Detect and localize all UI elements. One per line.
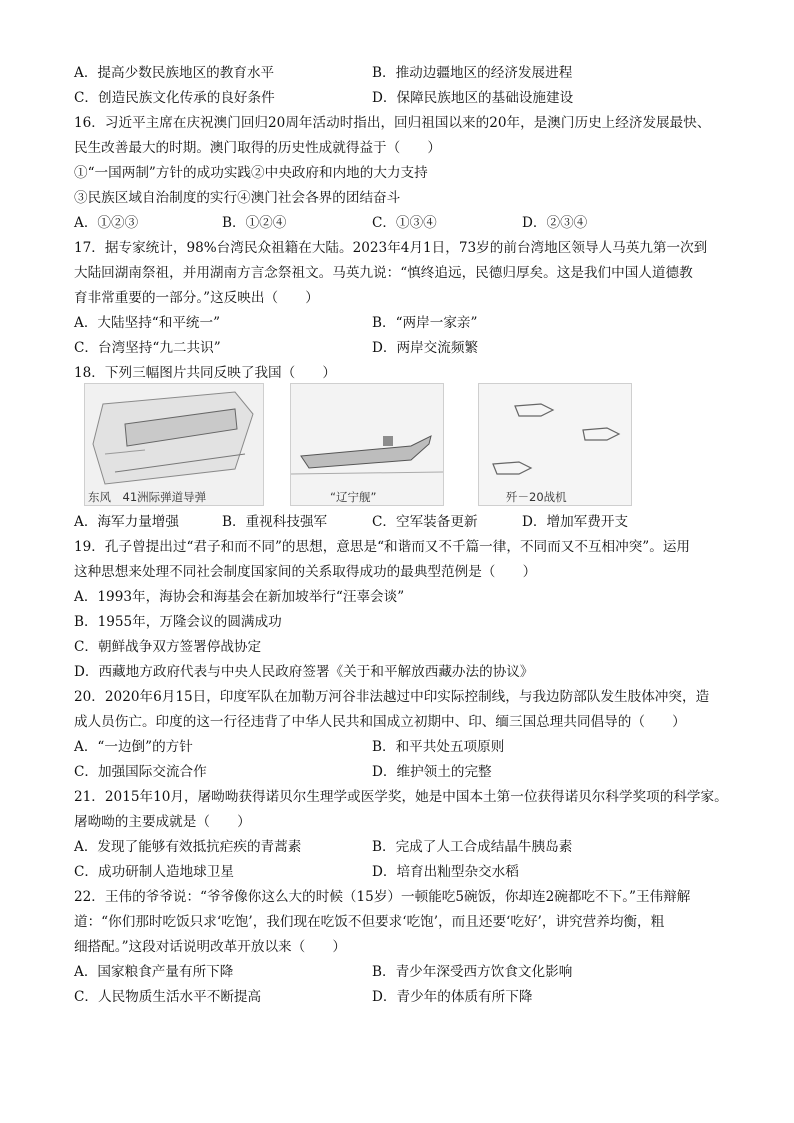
q15-option-d: D．保障民族地区的基础设施建设 (372, 90, 574, 106)
q17-option-b: B．“两岸一家亲” (372, 315, 478, 331)
missile-caption: 东风 41洲际弹道导弹 (88, 490, 207, 504)
q18-option-c: C．空军装备更新 (372, 514, 478, 530)
q18-option-a: A．海军力量增强 (74, 514, 179, 530)
q22-option-d: D．青少年的体质有所下降 (372, 989, 533, 1005)
q20-stem-line1: 20．2020年6月15日，印度军队在加勒万河谷非法越过中印实际控制线，与我边防部队发生肢体冲突，造 (74, 689, 710, 705)
q22-option-b: B．青少年深受西方饮食文化影响 (372, 964, 573, 980)
q22-stem-line3: 细搭配。”这段对话说明改革开放以来（ ） (74, 939, 347, 955)
q19-stem-line2: 这种思想来处理不同社会制度国家间的关系取得成功的最典型范例是（ ） (74, 564, 537, 580)
q16-option-d: D．②③④ (522, 215, 588, 231)
q16-item-line2: ③民族区域自治制度的实行④澳门社会各界的团结奋斗 (74, 190, 401, 206)
q21-option-a: A．发现了能够有效抵抗疟疾的青蒿素 (74, 839, 302, 855)
q15-option-c: C．创造民族文化传承的良好条件 (74, 90, 275, 106)
carrier-image (290, 383, 444, 506)
q22-stem-line1: 22．王伟的爷爷说：“爷爷像你这么大的时候（15岁）一顿能吃5碗饭，你却连2碗都吃不下。”王伟辩解 (74, 889, 691, 905)
fighter-caption: 歼－20战机 (506, 490, 567, 504)
q16-option-c: C．①③④ (372, 215, 437, 231)
q16-option-a: A．①②③ (74, 215, 139, 231)
q20-option-a: A．“一边倒”的方针 (74, 739, 193, 755)
q16-stem-line2: 民生改善最大的时期。澳门取得的历史性成就得益于（ ） (74, 140, 442, 156)
q17-stem-line3: 育非常重要的一部分。”这反映出（ ） (74, 290, 319, 306)
q18-option-b: B．重视科技强军 (222, 514, 328, 530)
q19-option-b: B．1955年，万隆会议的圆满成功 (74, 614, 282, 630)
q21-option-c: C．成功研制人造地球卫星 (74, 864, 234, 880)
q17-stem-line1: 17．据专家统计，98%台湾民众祖籍在大陆。2023年4月1日，73岁的前台湾地区领导人马英九第一次到 (74, 240, 708, 256)
q16-option-b: B．①②④ (222, 215, 287, 231)
q21-option-b: B．完成了人工合成结晶牛胰岛素 (372, 839, 573, 855)
q19-stem-line1: 19．孔子曾提出过“君子和而不同”的思想，意思是“和谐而又不千篇一律，不同而又不互相冲突”。运用 (74, 539, 691, 555)
carrier-caption: “辽宁舰” (330, 490, 377, 504)
q21-option-d: D．培育出籼型杂交水稻 (372, 864, 519, 880)
q18-stem: 18．下列三幅图片共同反映了我国（ ） (74, 365, 336, 381)
q22-option-c: C．人民物质生活水平不断提高 (74, 989, 262, 1005)
q17-stem-line2: 大陆回湖南祭祖，并用湖南方言念祭祖文。马英九说：“慎终追远，民德归厚矣。这是我们中国人道德教 (74, 265, 693, 281)
q15-option-a: A．提高少数民族地区的教育水平 (74, 65, 275, 81)
q18-option-d: D．增加军费开支 (522, 514, 629, 530)
q20-option-d: D．维护领土的完整 (372, 764, 492, 780)
fighter-jets-image (478, 383, 632, 506)
q19-option-c: C．朝鲜战争双方签署停战协定 (74, 639, 262, 655)
q15-option-b: B．推动边疆地区的经济发展进程 (372, 65, 573, 81)
q20-stem-line2: 成人员伤亡。印度的这一行径违背了中华人民共和国成立初期中、印、缅三国总理共同倡导的（ ） (74, 714, 686, 730)
missile-image (84, 383, 264, 506)
q19-option-a: A．1993年，海协会和海基会在新加坡举行“汪辜会谈” (74, 589, 405, 605)
q22-stem-line2: 道：“你们那时吃饭只求‘吃饱’，我们现在吃饭不但要求‘吃饱’，而且还要‘吃好’，讲究营养均衡，粗 (74, 914, 665, 930)
q21-stem-line1: 21．2015年10月，屠呦呦获得诺贝尔生理学或医学奖，她是中国本土第一位获得诺贝尔科学奖项的科学家。 (74, 789, 728, 805)
q16-item-line1: ①“一国两制”方针的成功实践②中央政府和内地的大力支持 (74, 165, 428, 181)
q17-option-c: C．台湾坚持“九二共识” (74, 340, 221, 356)
q20-option-c: C．加强国际交流合作 (74, 764, 207, 780)
q22-option-a: A．国家粮食产量有所下降 (74, 964, 234, 980)
q17-option-d: D．两岸交流频繁 (372, 340, 479, 356)
q21-stem-line2: 屠呦呦的主要成就是（ ） (74, 814, 251, 830)
q20-option-b: B．和平共处五项原则 (372, 739, 505, 755)
q17-option-a: A．大陆坚持“和平统一” (74, 315, 221, 331)
q16-stem-line1: 16．习近平主席在庆祝澳门回归20周年活动时指出，回归祖国以来的20年，是澳门历史上经济发展最快、 (74, 115, 711, 131)
q19-option-d: D．西藏地方政府代表与中央人民政府签署《关于和平解放西藏办法的协议》 (74, 664, 534, 680)
